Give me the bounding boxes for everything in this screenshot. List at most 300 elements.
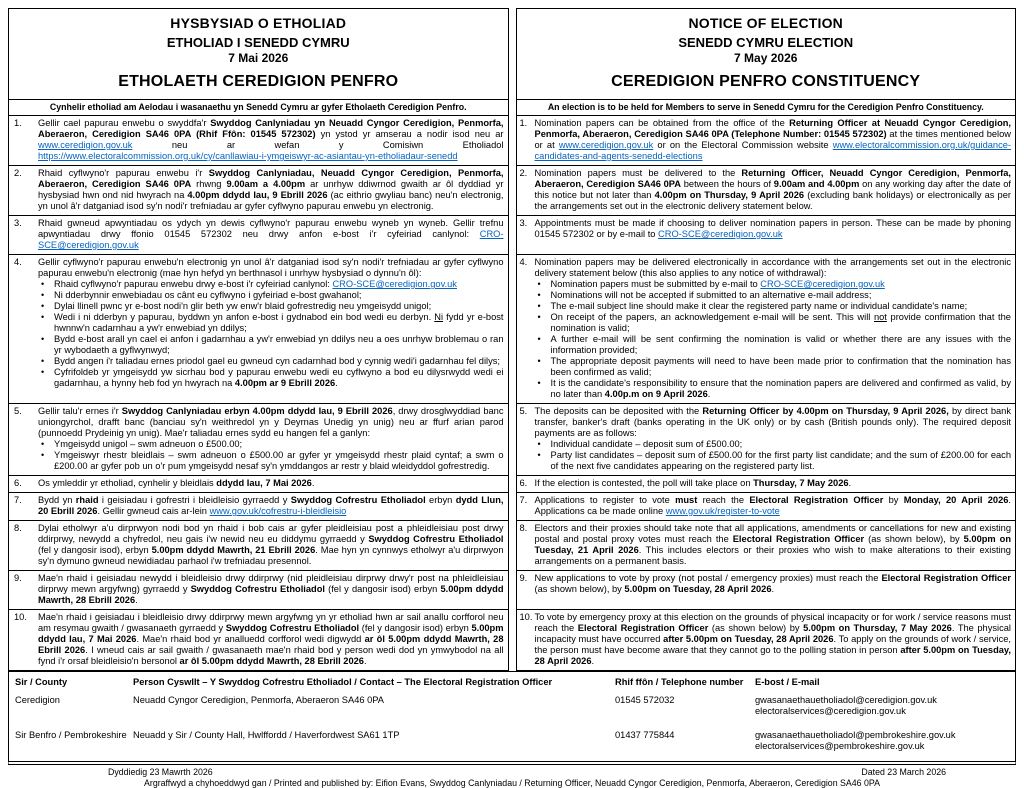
text-segment: Nomination papers can be obtained from the office of the <box>534 118 790 128</box>
paragraph <box>38 573 504 606</box>
paragraph-text <box>551 439 1012 450</box>
bullet-paragraph <box>38 279 504 290</box>
text-segment: between the hours of <box>681 179 774 189</box>
item-number: 10. <box>14 612 27 622</box>
paragraph <box>38 218 504 251</box>
bullet-paragraph <box>38 290 504 301</box>
text-segment: Gellir talu'r ernes i'r <box>38 406 122 416</box>
item-number: 4. <box>14 257 22 267</box>
notice-items <box>8 116 1016 671</box>
text-segment: Monday, 20 April 2026 <box>903 495 1009 505</box>
text-segment: ar ôl 5.00pm ddydd Mawrth, 28 Ebrill 2026 <box>179 656 364 666</box>
paragraph-text <box>38 523 504 567</box>
text-segment: . <box>335 378 338 388</box>
text-segment: Swyddog Cofrestru Etholiadol <box>225 623 360 633</box>
paragraph-text <box>535 218 1012 240</box>
bullet-paragraph <box>535 356 1012 378</box>
bullet-icon: • <box>537 334 541 344</box>
text-segment: . The physical incapacity must have occurred <box>534 623 1011 644</box>
paragraph-text <box>551 290 1012 301</box>
text-segment: Electoral Registration Officer <box>577 623 709 633</box>
text-segment: Electoral Registration Officer <box>881 573 1012 583</box>
text-segment: Nomination papers must be submitted by e-mail to <box>550 279 761 289</box>
item-body <box>38 478 504 489</box>
bullet-paragraph <box>535 439 1012 450</box>
text-segment: New applications to vote by proxy (not postal / emergency proxies) must reach the <box>534 573 882 583</box>
notice-item-9-en <box>516 571 1017 610</box>
text-segment: (as shown below), by <box>534 584 625 594</box>
paragraph <box>38 523 504 567</box>
text-segment: fydd yr e-bost hwnnw'n cadarnhau a yw'r enwebiad yn ddilys; <box>54 312 504 333</box>
text-segment: Swyddog Canlyniadau, Neuadd Cyngor Ceredigion, Penmorfa, Aberaeron, Ceredigion SA46 0PA <box>38 168 504 189</box>
text-segment: . <box>591 656 595 666</box>
paragraph <box>38 478 504 489</box>
text-segment: 5.00pm ddydd Mawrth, 28 Ebrill 2026 <box>38 584 504 605</box>
bullet-paragraph <box>38 450 504 472</box>
notice-item-4-cy <box>8 255 509 404</box>
paragraph-text <box>38 168 504 212</box>
paragraph-text <box>535 523 1012 567</box>
text-segment: Dylai llinell pwnc yr e-bost nodi'n glir beth yw enw'r blaid gofrestredig neu ymgeisydd unigol; <box>54 301 432 311</box>
notice-item-9-cy <box>8 571 509 610</box>
contact-header-county: Sir / County <box>15 677 68 687</box>
paragraph-text <box>54 312 504 334</box>
text-segment: Rhaid gwneud apwyntiadau os ydych yn dewis cyflwyno'r papurau enwebu wyneb yn wyneb. Gellir trefnu apwyntiadau drwy ffonio 01545 572302 neu drwy anfon e-bost i'r cyfeiriad canlynol: <box>38 218 504 239</box>
bullet-icon: • <box>41 334 45 344</box>
item-number: 7. <box>14 495 22 505</box>
paragraph-text <box>551 356 1012 378</box>
text-segment: Cyfrifoldeb yr ymgeisydd yw sicrhau bod y papurau enwebu wedi eu cyflwyno a bod eu dilysrwydd wedi ei gadarnhau, a hynny heb fod yn hwyrach na <box>54 367 504 388</box>
paragraph <box>535 218 1012 240</box>
item-body <box>38 495 504 517</box>
bullet-icon: • <box>537 378 541 388</box>
text-segment: . <box>707 389 711 399</box>
bullet-paragraph <box>535 312 1012 334</box>
text-segment: Swyddog Cofrestru Etholiadol <box>190 584 325 594</box>
contact-address: Neuadd y Sir / County Hall, Hwlffordd / Haverfordwest SA61 1TP <box>133 730 400 740</box>
text-segment: 9.00am a 4.00pm <box>226 179 306 189</box>
item-number: 2. <box>519 168 528 178</box>
link[interactable]: www.ceredigion.gov.uk <box>38 140 133 150</box>
notice-item-10-en <box>516 610 1017 671</box>
paragraph <box>535 257 1012 279</box>
dated-welsh: Dyddiedig 23 Mawrth 2026 <box>108 767 213 777</box>
text-segment: If the election is contested, the poll will take place on <box>534 478 754 488</box>
text-segment: The appropriate deposit payments will need to have been made prior to confirmation that the nomination has been confirmed as valid; <box>550 356 1011 377</box>
item-body <box>38 218 504 251</box>
paragraph-text <box>551 450 1012 472</box>
item-number: 3. <box>14 218 22 228</box>
text-segment: Rhaid cyflwyno'r papurau enwebu i'r <box>38 168 209 178</box>
contact-email: gwasanaethauetholiadol@ceredigion.gov.uk <box>755 695 937 705</box>
paragraph-text <box>551 279 1012 290</box>
paragraph-text <box>54 301 504 312</box>
text-segment: Electoral Registration Officer <box>732 534 865 544</box>
link[interactable]: https://www.electoralcommission.org.uk/cy/canllawiau-i-ymgeiswyr-ac-asiantau-yn-etholiadaur-senedd <box>38 151 458 161</box>
bullet-icon: • <box>537 450 541 460</box>
text-segment: Dylai etholwyr a'u dirprwyon nodi bod yn rhaid i bob cais ar gyfer pleidleisiau post a phleidleisiau post drwy ddirprwy, newydd a chyfredol, neu gais i'w newid neu eu diddymu gyrraedd y <box>38 523 504 544</box>
text-segment: . This includes electors or their proxies who wish to make alterations to their existing arrangements on a permanent basis. <box>534 545 1011 566</box>
paragraph <box>535 523 1012 567</box>
paragraph-text <box>38 406 504 439</box>
text-segment: 5.00pm ddydd Iau, 7 Mai 2026 <box>38 623 504 644</box>
text-segment: Applications to register to vote <box>534 495 676 505</box>
item-number: 10. <box>519 612 533 622</box>
item-number: 8. <box>14 523 22 533</box>
text-segment: 4.00pm on Thursday, 9 April 2026 <box>654 190 805 200</box>
text-segment: or on the Electoral Commission website <box>653 140 833 150</box>
item-number: 8. <box>519 523 528 533</box>
bullet-paragraph <box>38 356 504 367</box>
notice-item-2-cy <box>8 166 509 216</box>
item-body <box>38 523 504 567</box>
footer-dates <box>8 765 1016 777</box>
bullet-icon: • <box>41 367 45 377</box>
paragraph <box>38 257 504 279</box>
text-segment: after 5.00pm on Tuesday, 28 April 2026 <box>534 645 1011 666</box>
notice-item-1-cy <box>8 116 509 166</box>
link[interactable]: CRO-SCE@ceredigion.gov.uk <box>658 229 783 239</box>
text-segment: . Gellir gwneud cais ar-lein <box>97 506 210 516</box>
text-segment: yn ystod yr amserau a nodir isod neu ar <box>315 129 504 139</box>
text-segment: (as shown below) by <box>708 623 804 633</box>
text-segment: on any working day after the date of this notice but not later than <box>534 179 1011 200</box>
item-body <box>535 612 1012 667</box>
text-segment: . I wneud cais ar sail gwaith / gwasanaeth mae'n rhaid bod y person wedi dod yn ymwybodol na all fynd i'r orsaf bleidleisio'n bersonol <box>38 645 504 666</box>
text-segment: Mae'n rhaid i geisiadau i bleidleisio drwy ddirprwy mewn argyfwng yn yr etholiad hwn ar sail anallu corfforol neu am resymau gwaith / gwasanaeth gyrraedd y <box>38 612 504 633</box>
item-number: 9. <box>519 573 528 583</box>
text-segment: ar ôl 5.00pm ddydd Mawrth, 28 Ebrill 2026 <box>38 634 504 655</box>
link[interactable]: CRO-SCE@ceredigion.gov.uk <box>332 279 457 289</box>
text-segment: A further e-mail will be sent confirming the nomination is valid or whether there are any issues with the information provided; <box>550 334 1011 355</box>
item-number: 9. <box>14 573 22 583</box>
paragraph <box>38 406 504 439</box>
bullet-icon: • <box>537 439 541 449</box>
bullet-icon: • <box>41 356 45 366</box>
text-segment: reach the <box>697 495 750 505</box>
contact-table <box>8 671 1016 765</box>
item-number: 6. <box>519 478 528 488</box>
bullet-paragraph <box>38 312 504 334</box>
item-body <box>535 257 1012 400</box>
item-body <box>38 573 504 606</box>
title-cell-english <box>516 8 1017 100</box>
contact-row-ceredigion <box>9 695 1015 717</box>
bullet-icon: • <box>537 356 541 366</box>
item-body <box>535 573 1012 595</box>
text-segment: Party list candidates – deposit sum of £500.00 for the first party list candidate; and the sum of £200.00 for each of the next five candidates appearing on the registered party list. <box>550 450 1011 471</box>
text-segment: Swyddog Cofrestru Etholiadol <box>368 534 504 544</box>
paragraph-text <box>551 378 1012 400</box>
constituency-title-english: CEREDIGION PENFRO CONSTITUENCY <box>611 73 921 90</box>
bullet-icon: • <box>41 279 45 289</box>
paragraph-text <box>38 257 504 279</box>
link[interactable]: www.gov.uk/register-to-vote <box>665 506 780 516</box>
text-segment: (excluding bank holidays) or electronically as per the arrangements set out in the electronic delivery statement below. <box>534 190 1011 211</box>
text-segment: It is the candidate's responsibility to ensure that the nomination papers are delivered and confirmed as valid, by no later than <box>550 378 1011 399</box>
text-segment: 4.00p.m on 9 April 2026 <box>604 389 708 399</box>
item-body <box>38 118 504 162</box>
text-segment: 5.00pm on Tuesday, 28 April 2026 <box>624 584 772 594</box>
paragraph-text <box>535 406 1012 439</box>
link[interactable]: www.gov.uk/cofrestru-i-bleidleisio <box>209 506 347 516</box>
paragraph-text <box>535 495 1012 517</box>
paragraph-text <box>54 439 504 450</box>
paragraph-text <box>54 279 504 290</box>
text-segment: 5.00pm ddydd Mawrth, 21 Ebrill 2026 <box>151 545 316 555</box>
text-segment: Returning Officer at Neuadd Cyngor Ceredigion, Penmorfa, Aberaeron, Ceredigion SA46 0PA (Telephone Number: 01545 572302) <box>534 118 1012 139</box>
notice-item-1-en <box>516 116 1017 166</box>
item-number: 1. <box>14 118 22 128</box>
text-segment: . Mae'n rhaid bod yr analluedd corfforol wedi digwydd <box>136 634 365 644</box>
paragraph-text <box>54 367 504 389</box>
text-segment: provide confirmation that the nomination is valid; <box>550 312 1011 333</box>
text-segment: . <box>848 478 852 488</box>
bullet-icon: • <box>537 279 541 289</box>
text-segment: Ni <box>434 312 444 322</box>
text-segment: neu ar wefan y Comisiwn Etholiadol <box>132 140 504 150</box>
text-segment: 5.00pm on Tuesday, 21 April 2026 <box>534 534 1012 555</box>
page-title-welsh: HYSBYSIAD O ETHOLIAD <box>170 15 347 31</box>
text-segment: (as shown below), by <box>864 534 964 544</box>
contact-phone: 01437 775844 <box>615 730 675 740</box>
text-segment: Swyddog Canlyniadau yn Neuadd Cyngor Ceredigion, Penmorfa, Aberaeron, Ceredigion SA46 0PA (Rhif Ffôn: 01545 572302) <box>38 118 504 139</box>
subtitle-english: An election is to be held for Members to serve in Senedd Cymru for the Ceredigion Penfro Constituency. <box>516 100 1017 116</box>
text-segment: Ni dderbynnir enwebiadau os cânt eu cyflwyno i gyfeiriad e-bost gwahanol; <box>54 290 362 300</box>
item-number: 7. <box>519 495 528 505</box>
bullet-paragraph <box>535 279 1012 290</box>
notice-item-6-cy <box>8 476 509 493</box>
text-segment: Nomination papers may be delivered electronically in accordance with the arrangements set out in the electronic delivery statement below (this also applies to any notice of withdrawal): <box>534 257 1011 278</box>
text-segment: Nomination papers must be delivered to the <box>534 168 742 178</box>
text-segment: erbyn <box>425 495 456 505</box>
paragraph-text <box>551 312 1012 334</box>
text-segment: Nominations will not be accepted if submitted to an alternative e-mail address; <box>550 290 872 300</box>
printed-published-line: Argraffwyd a chyhoeddwyd gan / Printed and published by: Eifion Evans, Swyddog Canlyniadau / Returning Officer, Neuadd Cyngor Ceredigion, Penmorfa, Aberaeron, Ceredigion SA46 0PA <box>144 778 880 788</box>
paragraph <box>535 495 1012 517</box>
bullet-paragraph <box>535 290 1012 301</box>
bullet-paragraph <box>38 439 504 450</box>
text-segment: ddydd Iau, 7 Mai 2026 <box>216 478 312 488</box>
paragraph-text <box>551 301 1012 312</box>
notice-item-4-en <box>516 255 1017 404</box>
page-title-english: NOTICE OF ELECTION <box>688 15 843 31</box>
text-segment: Returning Officer by 4.00pm on Thursday, 9 April 2026, <box>702 406 949 416</box>
text-segment: . <box>135 595 138 605</box>
item-body <box>535 478 1012 489</box>
notice-item-7-en <box>516 493 1017 521</box>
text-segment: at the times mentioned below or at <box>534 129 1012 150</box>
bullet-icon: • <box>41 439 45 449</box>
item-body <box>535 118 1012 162</box>
bullet-paragraph <box>38 301 504 312</box>
constituency-title-welsh: ETHOLAETH CEREDIGION PENFRO <box>118 73 399 90</box>
text-segment: 4.00pm ar 9 Ebrill 2026 <box>234 378 336 388</box>
item-body <box>38 612 504 667</box>
link[interactable]: www.electoralcommission.org.uk/guidance-candidates-and-agents-senedd-elections <box>534 140 1012 161</box>
paragraph <box>535 573 1012 595</box>
text-segment: 4.00pm ddydd Iau, 9 Ebrill 2026 <box>187 190 328 200</box>
contact-emails <box>749 730 1015 752</box>
item-number: 6. <box>14 478 22 488</box>
bullet-icon: • <box>41 312 45 322</box>
text-segment: rhaid <box>75 495 99 505</box>
bullet-paragraph <box>535 334 1012 356</box>
text-segment: Gellir cael papurau enwebu o swyddfa'r <box>38 118 211 128</box>
paragraph-text <box>535 257 1012 279</box>
text-segment: Wedi i ni dderbyn y papurau, byddwn yn anfon e-bost i gydnabod ein bod wedi eu derbyn. <box>54 312 435 322</box>
text-segment: Appointments must be made if choosing to deliver nomination papers in person. These can be made by phoning 01545 572302 or by e-mail to <box>534 218 1011 239</box>
contact-email: gwasanaethauetholiadol@pembrokeshire.gov.uk <box>755 730 956 740</box>
text-segment: ar unrhyw ddiwrnod gwaith ar ôl dyddiad yr hysbysiad hwn ond nid hwyrach na <box>38 179 504 200</box>
text-segment: Swyddog Cofrestru Etholiadol <box>290 495 426 505</box>
text-segment: Gellir cyflwyno'r papurau enwebu'n electronig yn unol â'r datganiad isod sy'n nodi'r trefniadau ar gyfer cyflwyno papurau enwebu'n electronig (mae hyn hefyd yn berthnasol i unrhyw hysbysiad o dynnu'n ôl): <box>38 257 504 278</box>
paragraph-text <box>535 612 1012 667</box>
paragraph <box>535 168 1012 212</box>
contact-header-row <box>9 677 1015 688</box>
notice-item-5-cy <box>8 404 509 476</box>
paragraph <box>38 168 504 212</box>
text-segment: rhwng <box>191 179 227 189</box>
paragraph-text <box>38 495 504 517</box>
paragraph-text <box>535 573 1012 595</box>
contact-email: electoralservices@pembrokeshire.gov.uk <box>755 741 925 751</box>
text-segment: (ac eithrio gwyliau banc) neu'n electronig, yn unol â'r datganiad isod sy'n nodi'r trefniadau ar gyfer cyflwyno papurau enwebu yn electronig. <box>38 190 504 211</box>
text-segment: . <box>311 478 315 488</box>
text-segment: (fel y dangosir isod), erbyn <box>38 545 152 555</box>
bullet-icon: • <box>537 290 541 300</box>
paragraph-text <box>535 168 1012 212</box>
text-segment: . <box>363 656 367 666</box>
text-segment: Individual candidate – deposit sum of £500.00; <box>550 439 743 449</box>
bullet-paragraph <box>38 334 504 356</box>
election-title-welsh: ETHOLIAD I SENEDD CYMRU <box>166 35 350 50</box>
item-body <box>535 523 1012 567</box>
paragraph <box>535 118 1012 162</box>
item-number: 5. <box>519 406 528 416</box>
text-segment: On receipt of the papers, an acknowledgement e-mail will be sent. This will <box>550 312 874 322</box>
item-body <box>535 218 1012 240</box>
contact-phone: 01545 572032 <box>615 695 675 705</box>
paragraph-text <box>535 118 1012 162</box>
notice-item-8-cy <box>8 521 509 571</box>
notice-item-3-cy <box>8 216 509 255</box>
item-number: 1. <box>519 118 528 128</box>
dated-english: Dated 23 March 2026 <box>861 767 946 777</box>
text-segment: . <box>771 584 775 594</box>
text-segment: (fel y dangosir isod) erbyn <box>359 623 472 633</box>
item-body <box>535 495 1012 517</box>
text-segment: dydd Llun, 20 Ebrill 2026 <box>38 495 504 516</box>
contact-header-phone: Rhif ffôn / Telephone number <box>615 677 744 687</box>
text-segment: Returning Officer, Neuadd Cyngor Ceredigion, Penmorfa, Aberaeron, Ceredigion SA46 0PA <box>534 168 1011 189</box>
bullet-icon: • <box>41 290 45 300</box>
text-segment: . Mae hyn yn cynnwys etholwyr a'u dirprwyon sy'n dymuno gwneud newidiadau parhaol i'w trefniadau presennol. <box>38 545 504 566</box>
notice-of-election-document <box>8 8 1016 788</box>
paragraph <box>38 612 504 667</box>
item-body <box>535 406 1012 472</box>
text-segment: must <box>675 495 698 505</box>
contact-county: Sir Benfro / Pembrokeshire <box>15 730 127 740</box>
contact-header-contact: Person Cyswllt – Y Swyddog Cofrestru Etholiadol / Contact – The Electoral Registration Officer <box>133 677 553 687</box>
paragraph-text <box>38 218 504 251</box>
item-number: 4. <box>519 257 528 267</box>
text-segment: Os ymleddir yr etholiad, cynhelir y bleidlais <box>38 478 217 488</box>
paragraph-text <box>535 478 1012 489</box>
item-number: 2. <box>14 168 22 178</box>
title-block <box>8 8 1016 116</box>
item-body <box>38 257 504 389</box>
bullet-icon: • <box>41 450 45 460</box>
election-date-welsh: 7 Mai 2026 <box>228 51 289 65</box>
link[interactable]: CRO-SCE@ceredigion.gov.uk <box>760 279 885 289</box>
text-segment: (fel y dangosir isod) erbyn <box>324 584 441 594</box>
notice-item-5-en <box>516 404 1017 476</box>
paragraph-text <box>38 612 504 667</box>
paragraph <box>535 478 1012 489</box>
text-segment: The e-mail subject line should make it clear the registered party name or individual candidate's name; <box>550 301 968 311</box>
bullet-paragraph <box>535 301 1012 312</box>
item-body <box>38 168 504 212</box>
item-body <box>38 406 504 472</box>
text-segment: Mae'n rhaid i geisiadau newydd i bleidleisio drwy ddirprwy (nid pleidleisiau dirprwy drwy'r post na phleidleisiau dirprwy mewn argyfwng) gyrraedd y <box>38 573 504 594</box>
paragraph-text <box>38 478 504 489</box>
paragraph-text <box>54 334 504 356</box>
paragraph <box>535 612 1012 667</box>
contact-emails <box>749 695 1015 717</box>
text-segment: Rhaid cyflwyno'r papurau enwebu drwy e-bost i'r cyfeiriad canlynol: <box>54 279 333 289</box>
text-segment: Electoral Registration Officer <box>749 495 884 505</box>
text-segment: To vote by emergency proxy at this election on the grounds of physical incapacity or for work / service reasons must reach the <box>534 612 1011 633</box>
paragraph-text <box>38 573 504 606</box>
text-segment: Bydd e-bost arall yn cael ei anfon i gadarnhau a yw'r enwebiad yn ddilys neu a oes unrhyw broblemau o ran yr wybodaeth a gyflwynwyd; <box>54 334 504 355</box>
text-segment: . Applications ca be made online <box>534 495 1012 516</box>
paragraph-text <box>54 290 504 301</box>
subtitle-welsh: Cynhelir etholiad am Aelodau i wasanaethu yn Senedd Cymru ar gyfer Etholaeth Ceredigion Penfro. <box>8 100 509 116</box>
text-segment: by direct bank transfer, banker's draft (banks operating in the UK only) or by cash (British pounds only). The required deposit payments are as follows: <box>534 406 1011 438</box>
notice-item-2-en <box>516 166 1017 216</box>
election-title-english: SENEDD CYMRU ELECTION <box>678 35 854 50</box>
notice-item-3-en <box>516 216 1017 255</box>
contact-address: Neuadd Cyngor Ceredigion, Penmorfa, Aberaeron SA46 0PA <box>133 695 384 705</box>
paragraph-text <box>551 334 1012 356</box>
bullet-paragraph <box>535 450 1012 472</box>
text-segment: Ymgeisydd unigol – swm adneuon o £500.00; <box>54 439 243 449</box>
item-number: 5. <box>14 406 22 416</box>
item-number: 3. <box>519 218 528 228</box>
bullet-icon: • <box>537 301 541 311</box>
paragraph-text <box>38 118 504 162</box>
contact-row-pembrokeshire <box>9 730 1015 752</box>
item-body <box>535 168 1012 212</box>
text-segment: . To apply on the grounds of work / service, the person must have become aware that they cannot go to the polling station in person <box>534 634 1011 655</box>
paragraph-text <box>54 450 504 472</box>
text-segment: Bydd angen i'r taliadau ernes priodol gael eu gwneud cyn cadarnhad bod y cynnig wedi'i gadarnhau fel dilys; <box>54 356 500 366</box>
text-segment: Electors and their proxies should take note that all applications, amendments or cancellations for new and existing postal and postal proxy votes must reach the <box>534 523 1011 544</box>
contact-email: electoralservices@ceredigion.gov.uk <box>755 706 906 716</box>
text-segment: Ymgeiswyr rhestr bleidlais – swm adneuon o £500.00 ar gyfer yr ymgeisydd rhestr plaid cyntaf; a swm o £200.00 ar gyfer pob un o'r pum ymgeisydd nesaf sy'n ymddangos ar restr y blaid wleidyddol gofrestredig. <box>54 450 504 471</box>
text-segment: Swyddog Canlyniadau erbyn 4.00pm ddydd Iau, 9 Ebrill 2026 <box>121 406 393 416</box>
contact-county: Ceredigion <box>15 695 60 705</box>
link[interactable]: CRO-SCE@ceredigion.gov.uk <box>38 229 504 250</box>
bullet-icon: • <box>537 312 541 322</box>
paragraph <box>535 406 1012 439</box>
notice-item-6-en <box>516 476 1017 493</box>
link[interactable]: www.ceredigion.gov.uk <box>558 140 654 150</box>
paragraph <box>38 118 504 162</box>
election-date-english: 7 May 2026 <box>734 51 798 65</box>
contact-header-email: E-bost / E-mail <box>755 677 820 687</box>
